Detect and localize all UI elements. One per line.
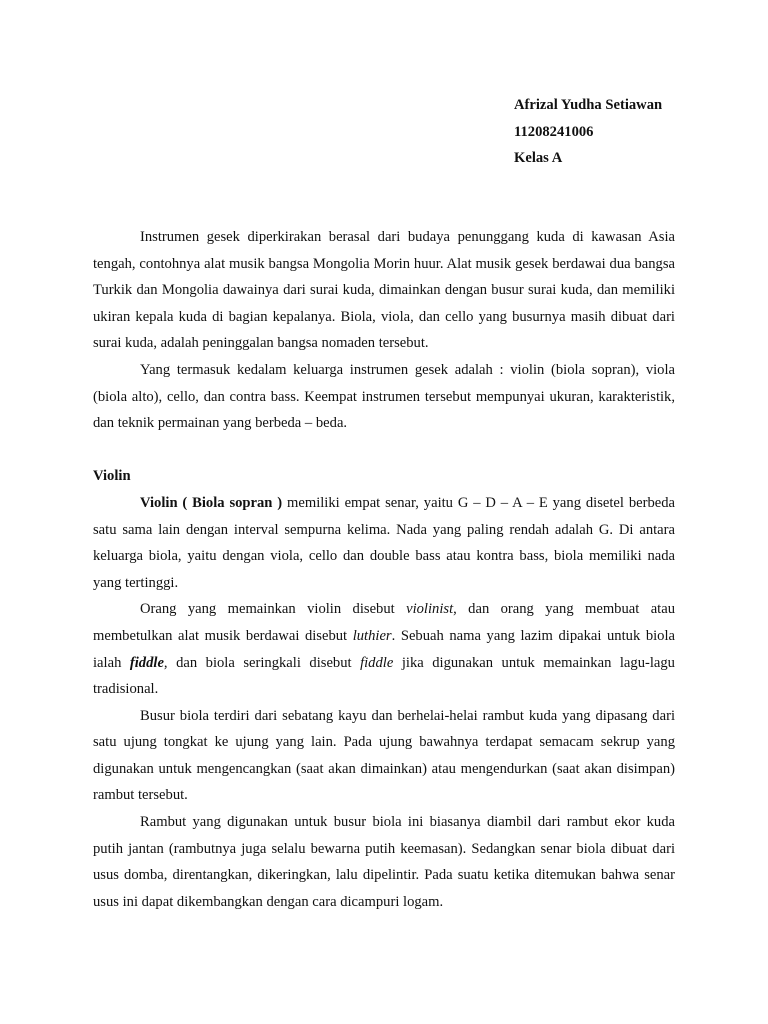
document-body xyxy=(93,224,675,915)
violin-p2-text-2: , dan orang yang membuat atau membetulkan alat musik berdawai disebut xyxy=(93,601,676,644)
term-fiddle-bold: fiddle xyxy=(129,654,164,671)
violin-paragraph-2 xyxy=(93,596,675,702)
section-heading-violin: Violin xyxy=(93,468,131,485)
violin-paragraph-1 xyxy=(93,490,675,596)
violin-paragraph-1-text: memiliki empat senar, yaitu G – D – A – E yang disetel berbeda satu sama lain dengan interval sempurna kelima. Nada yang paling rendah adalah G. Di antara keluarga biola, yaitu dengan viola, cello dan double bass atau kontra bass, biola memiliki nada yang tertinggi. xyxy=(93,494,675,591)
term-luthier: luthier xyxy=(352,627,392,644)
author-block xyxy=(514,92,662,172)
violin-p2-text-3: . Sebuah nama yang lazim dipakai untuk biola ialah xyxy=(93,627,675,671)
violin-paragraph-3: Busur biola terdiri dari sebatang kayu dan berhelai-helai rambut kuda yang dipasang dari satu ujung tongkat ke ujung yang lain. Pada ujung bawahnya terdapat semacam sekrup yang digunakan untuk mengencangkan (saat akan dimainkan) atau mengendurkan (saat akan disimpan) rambut tersebut. xyxy=(93,707,675,804)
violin-p2-text-1: Orang yang memainkan violin disebut xyxy=(140,601,407,618)
class-label: Kelas A xyxy=(514,150,563,166)
intro-paragraph-1: Instrumen gesek diperkirakan berasal dari budaya penunggang kuda di kawasan Asia tengah, contohnya alat musik bangsa Mongolia Morin huur. Alat musik gesek berdawai dua bangsa Turkik dan Mongolia dawainya dari surai kuda, dimainkan dengan busur surai kuda, dan memiliki ukiran kepala kuda di bagian kepalanya. Biola, viola, dan cello yang busurnya masih dibuat dari surai kuda, adalah peninggalan bangsa nomaden tersebut. xyxy=(93,229,675,352)
violin-p2-text-4: , dan biola seringkali disebut xyxy=(163,654,361,671)
student-id: 11208241006 xyxy=(514,123,594,140)
term-fiddle: fiddle xyxy=(360,654,394,671)
author-name: Afrizal Yudha Setiawan xyxy=(514,97,663,113)
violin-p2-text-5: jika digunakan untuk memainkan lagu-lagu tradisional. xyxy=(93,654,675,698)
term-violinist: violinist xyxy=(406,601,454,618)
violin-term-bold: Violin ( Biola sopran ) xyxy=(140,494,283,511)
intro-paragraph-2: Yang termasuk kedalam keluarga instrumen gesek adalah : violin (biola sopran), viola (biola alto), cello, dan contra bass. Keempat instrumen tersebut mempunyai ukuran, karakteristik, dan teknik permainan yang berbeda – beda. xyxy=(93,361,675,432)
violin-paragraph-4: Rambut yang digunakan untuk busur biola ini biasanya diambil dari rambut ekor kuda putih jantan (rambutnya juga selalu bewarna putih keemasan). Sedangkan senar biola dibuat dari usus domba, direntangkan, dikeringkan, lalu dipelintir. Pada suatu ketika ditemukan bahwa senar usus ini dapat dikembangkan dengan cara dicampuri logam. xyxy=(93,814,675,910)
